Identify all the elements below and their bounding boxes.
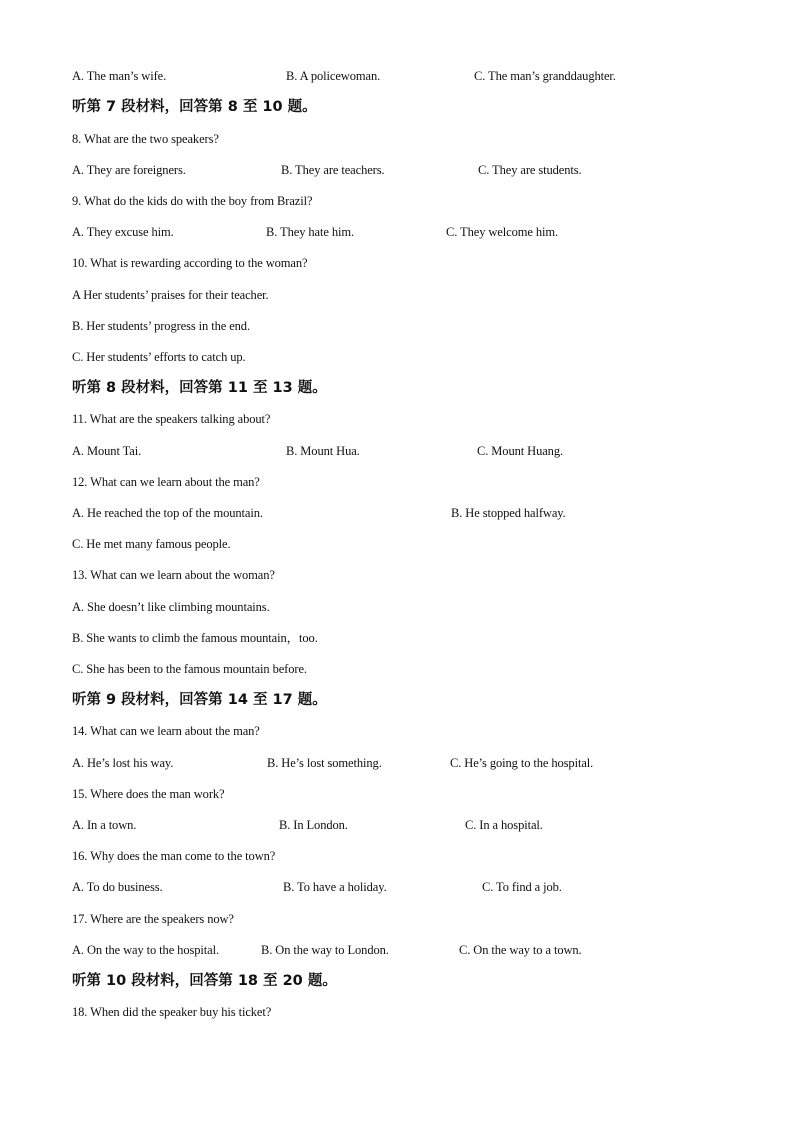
question-17: 17. Where are the speakers now?	[72, 912, 234, 926]
question-12-option-c[interactable]: C. He met many famous people.	[72, 537, 231, 551]
section-heading-8: 听第 8 段材料，回答第 11 至 13 题。	[72, 380, 327, 396]
question-11: 11. What are the speakers talking about?	[72, 412, 271, 426]
option-a[interactable]: A. They are foreigners.	[72, 163, 186, 177]
question-8: 8. What are the two speakers?	[72, 132, 219, 146]
question-13-option-a[interactable]: A. She doesn’t like climbing mountains.	[72, 600, 270, 614]
question-10-option-c[interactable]: C. Her students’ efforts to catch up.	[72, 350, 246, 364]
option-c[interactable]: C. They are students.	[478, 163, 582, 177]
option-a[interactable]: A. He’s lost his way.	[72, 756, 174, 770]
option-b[interactable]: B. He’s lost something.	[267, 756, 382, 770]
option-a[interactable]: A. They excuse him.	[72, 225, 174, 239]
option-b[interactable]: B. They hate him.	[266, 225, 354, 239]
question-15: 15. Where does the man work?	[72, 787, 225, 801]
option-c[interactable]: C. The man’s granddaughter.	[474, 69, 616, 83]
option-c[interactable]: C. In a hospital.	[465, 818, 543, 832]
option-b[interactable]: B. On the way to London.	[261, 943, 389, 957]
question-10-option-b[interactable]: B. Her students’ progress in the end.	[72, 319, 250, 333]
section-heading-7: 听第 7 段材料，回答第 8 至 10 题。	[72, 99, 317, 115]
option-b[interactable]: B. In London.	[279, 818, 348, 832]
section-heading-9: 听第 9 段材料，回答第 14 至 17 题。	[72, 692, 327, 708]
question-13: 13. What can we learn about the woman?	[72, 568, 275, 582]
question-9: 9. What do the kids do with the boy from Brazil?	[72, 194, 313, 208]
option-b[interactable]: B. A policewoman.	[286, 69, 381, 83]
question-13-option-c[interactable]: C. She has been to the famous mountain before.	[72, 662, 307, 676]
section-heading-10: 听第 10 段材料，回答第 18 至 20 题。	[72, 973, 337, 989]
option-b[interactable]: B. To have a holiday.	[283, 880, 387, 894]
option-b[interactable]: B. They are teachers.	[281, 163, 385, 177]
option-a[interactable]: A. On the way to the hospital.	[72, 943, 219, 957]
option-a[interactable]: A. Mount Tai.	[72, 444, 142, 458]
option-b[interactable]: B. Mount Hua.	[286, 444, 360, 458]
option-c[interactable]: C. To find a job.	[482, 880, 562, 894]
option-b[interactable]: B. He stopped halfway.	[451, 506, 566, 520]
question-14: 14. What can we learn about the man?	[72, 724, 260, 738]
option-a[interactable]: A. He reached the top of the mountain.	[72, 506, 263, 520]
question-12: 12. What can we learn about the man?	[72, 475, 260, 489]
option-c[interactable]: C. He’s going to the hospital.	[450, 756, 594, 770]
option-c[interactable]: C. Mount Huang.	[477, 444, 564, 458]
question-16: 16. Why does the man come to the town?	[72, 849, 276, 863]
question-10: 10. What is rewarding according to the woman?	[72, 256, 308, 270]
option-c[interactable]: C. They welcome him.	[446, 225, 558, 239]
option-a[interactable]: A. To do business.	[72, 880, 163, 894]
question-10-option-a[interactable]: A Her students’ praises for their teacher.	[72, 288, 269, 302]
option-c[interactable]: C. On the way to a town.	[459, 943, 582, 957]
option-a[interactable]: A. In a town.	[72, 818, 137, 832]
question-18: 18. When did the speaker buy his ticket?	[72, 1005, 272, 1019]
option-a[interactable]: A. The man’s wife.	[72, 69, 167, 83]
question-13-option-b[interactable]: B. She wants to climb the famous mountain，too.	[72, 631, 318, 645]
